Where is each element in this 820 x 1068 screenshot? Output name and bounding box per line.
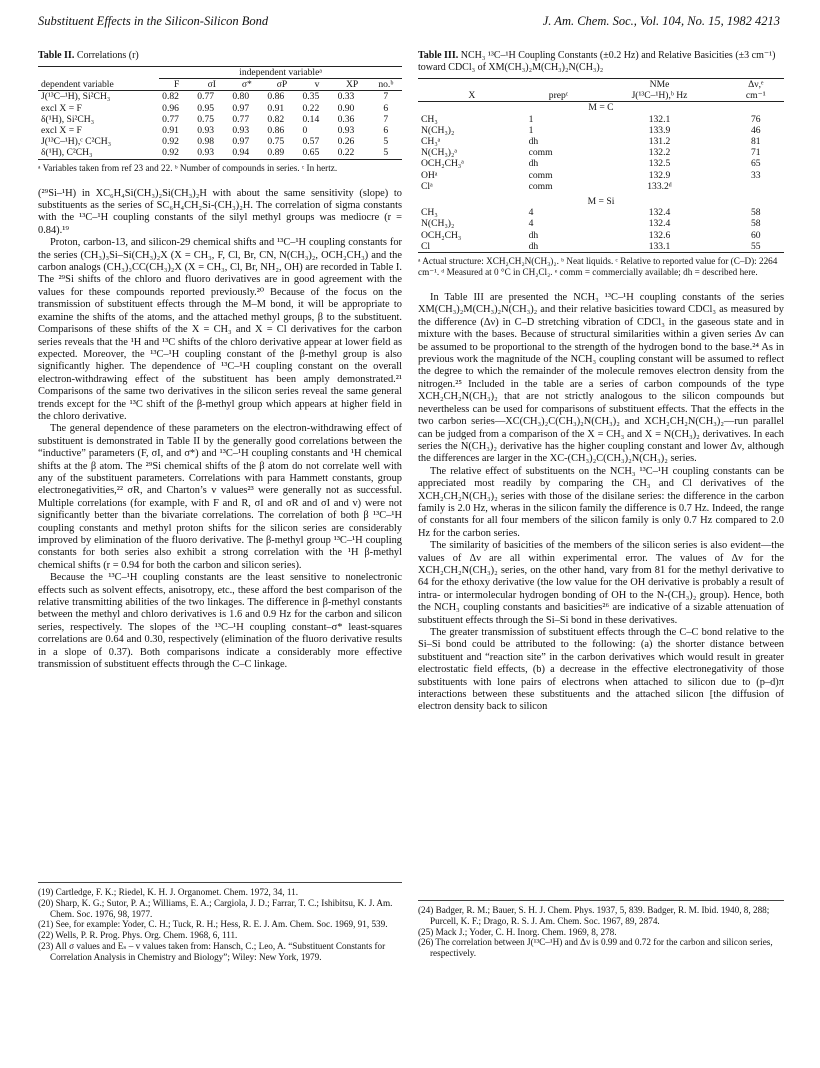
table-cell: OHᵃ	[421, 169, 438, 181]
table-row	[418, 136, 784, 147]
table-cell: 7	[383, 91, 389, 103]
references-right	[418, 900, 784, 959]
table2-title: Correlations (r)	[76, 50, 139, 61]
table2-group-header: independent variableᵃ	[159, 67, 402, 79]
table-cell: 0.92	[162, 136, 179, 148]
paragraph: Because the ¹³C–¹H coupling constants are the least sensitive to nonelectronic effects such as solvent effects, anisotropy, etc., these afford the best comparison of the relative transmitting abilities of the two linkages. The difference in β-methyl constants between the methyl and chloro derivatives is 1.6 and 0.9 Hz for the carbon and silicon series, respectively. The slopes of the ¹³C–¹H coupling constant–σ* least-squares correlations are 0.64 and 0.30, respectively (elimination of the fluoro derivative results in a slope of 0.37). Both comparisons indicate a considerably more effective transmission of substituent effects through the C–C linkage.	[38, 572, 402, 671]
table-cell: 0.22	[302, 102, 320, 114]
table-cell: 0.93	[337, 125, 355, 137]
table2-label: Table II.	[38, 50, 75, 61]
table-cell: 0.57	[302, 136, 320, 148]
table-cell: 0.82	[267, 113, 285, 125]
table-cell: 33	[750, 169, 761, 181]
table-cell: 0.93	[197, 125, 215, 137]
table-cell: 0.96	[162, 102, 179, 114]
paragraph: The general dependence of these parameters on the electron-withdrawing effect of substituent is demonstrated in Table II by the generally good correlations between the “inductive” parameters (F, σI, and σ*) and ¹³C–¹H coupling constants and ¹H chemical shifts at the β atom. The ²⁹Si chemical shifts of the β atom do not correlate well with any of the substituent parameters. Correlations with para Hammett constants, group electronegativities,²² σR, and Charton’s v values²³ were generally not as successful. Multiple correlations (for example, with F and R, σI and σR and σI and v) were not significantly better than the bivariate correlations. The correlation of both β ¹³C–¹H coupling constants and methyl proton shifts for the silicon series are considerably improved by elimination of the fluoro derivative. The β-methyl group ¹³C–¹H coupling constants for both series also exhibit a strong correlation with the ¹H β-methyl chemical shifts (r = 0.94 for both the carbon and silicon series).	[38, 423, 402, 571]
table-cell: dh	[528, 229, 539, 241]
table-cell: dh	[528, 158, 539, 170]
table-cell: 4	[528, 218, 534, 230]
table2-footnote: ᵃ Variables taken from ref 23 and 22. ᵇ Number of compounds in series. ᶜ In hertz.	[38, 162, 338, 173]
table-cell	[728, 181, 784, 192]
paragraph: The greater transmission of substituent effects through the C–C bond relative to the Si–Si bond could be attributed to the following: (a) the shorter distance between substituent and “reaction site” in the carbon derivatives which would result in greater electrostatic field effects, (b) a decrease in the effective electronegativity of those substituents with lone pairs of electrons when attached to silicon due to (p–d)π interactions between these substituents and the attached silicon [the diffusion of electron density back to silicon	[418, 627, 784, 713]
table2-header-row	[38, 79, 402, 91]
table-cell: 0.26	[337, 136, 355, 148]
table-cell: 0.75	[197, 113, 215, 125]
table-row	[418, 147, 784, 158]
table-cell: excl X = F	[41, 125, 82, 137]
table-cell: 0.94	[232, 147, 250, 159]
table3-label: Table III.	[418, 50, 459, 61]
table-cell: 0.98	[197, 136, 215, 148]
table-cell: 132.4	[648, 218, 671, 230]
table-row	[418, 125, 784, 136]
reference-item: (22) Wells, P. R. Prog. Phys. Org. Chem. 1968, 6, 111.	[38, 930, 238, 941]
table-cell: 133.9	[648, 124, 671, 136]
table-cell: 132.6	[648, 229, 671, 241]
reference-item: (25) Mack J.; Yoder, C. H. Inorg. Chem. 1969, 8, 278.	[418, 926, 617, 937]
table2-col-header: v	[314, 79, 320, 91]
table-cell: 58	[750, 218, 761, 230]
table2-col-header: σ*	[241, 79, 252, 91]
table3-col-header: NMe	[649, 79, 670, 90]
table-cell: N(CH₃)₂	[421, 124, 455, 136]
table-cell: 132.9	[648, 169, 671, 181]
table-cell: CH₃ᵃ	[421, 136, 441, 148]
table2-col-header: F	[174, 79, 180, 91]
table-cell: 4	[528, 207, 534, 219]
table-cell: CH₃	[421, 207, 438, 219]
table-cell: 0.82	[162, 91, 179, 103]
table-cell: N(CH₃)₂ᵃ	[421, 147, 457, 159]
table-cell: excl X = F	[41, 102, 82, 114]
table-row	[418, 230, 784, 241]
references-left	[38, 882, 402, 963]
table-cell: comm	[528, 169, 553, 181]
table-row	[38, 125, 402, 136]
table-cell: CH₃	[421, 113, 438, 125]
table2	[38, 66, 402, 160]
table-cell: 1	[528, 113, 534, 125]
table-row	[38, 114, 402, 125]
paragraph: Proton, carbon-13, and silicon-29 chemical shifts and ¹³C–¹H coupling constants for the series (CH₃)₃Si–Si(CH₃)₂X (X = CH₃, F, Cl, Br, CN, N(CH₃)₂, OCH₂CH₃) and the carbon analogs (CH₃)₃CC(CH₃)₂X (X = CH₃, Cl, Br, NH₂, OH) are recorded in Table I. The ²⁹Si shifts of the chloro and fluoro derivatives are in good agreement with the values for these compounds reported previously.²⁰ Because of the focus on the transmission of substituent effects through the M–M bond, it will be appropriate to examine the shifts of the atoms, and the attached methyl groups, β to the substituent. Comparisons of these shifts of the X = CH₃ and X = Cl derivatives for the carbon series reveals that the ¹H and ¹³C shifts of the chloro derivative appear at lower field as expected. Moreover, the ¹³C–¹H coupling constant of the β-methyl group is also significantly higher. The dependence of ¹³C–¹H coupling constant on the overall electron-withdrawing effect of the substituent has been amply demonstrated.²¹ Comparisons of the same two derivatives in the silicon series reveal the same general trends except for the ¹³C shift of the β-methyl group which appears at higher field in the chloro derivative.	[38, 237, 402, 422]
table-cell: 0.77	[197, 91, 215, 103]
table-row	[38, 147, 402, 159]
table-cell: 0.35	[302, 91, 320, 103]
paragraph: The similarity of basicities of the members of the silicon series is also evident—the values of Δν are all within experimental error. The values of Δν for the XCH₂CH₂N(CH₃)₂ series, on the other hand, vary from 81 for the methyl derivative to 64 for the ethoxy derivative (the low value for the OH derivative is probably a result of intra- or intermolecular hydrogen bonding of OH to the N-(CH₃)₂ group). Hence, both the NCH₃ coupling constants and basicities²⁶ are indicative of a sizable attenuation of substituent effects through the Si–Si bond in these derivatives.	[418, 540, 784, 626]
reference-item: (19) Cartledge, F. K.; Riedel, K. H. J. Organomet. Chem. 1972, 34, 11.	[38, 887, 299, 897]
table-cell: 0.86	[267, 125, 285, 137]
table-cell: 5	[383, 136, 389, 148]
table3-col-header: Δν,ᵉ	[748, 79, 764, 90]
table-cell: 0.92	[162, 147, 179, 159]
table-row	[418, 181, 784, 192]
table-cell: 0.97	[232, 136, 250, 148]
table-cell: 0.89	[267, 147, 285, 159]
reference-item: (20) Sharp, K. G.; Sutor, P. A.; Williams, E. A.; Cargiola, J. D.; Farrar, T. C.; Ishibitsu, K. J. Am. Chem. Soc. 1976, 98, 1977.	[38, 897, 393, 919]
reference-item: (21) See, for example: Yoder, C. H.; Tuck, R. H.; Hess, R. E. J. Am. Chem. Soc. 1969, 91, 539.	[38, 919, 388, 930]
table-cell: 0.86	[267, 91, 285, 103]
paragraph: In Table III are presented the NCH₃ ¹³C–¹H coupling constants of the series XM(CH₃)₂M(CH₃)₂N(CH₃)₂ and their relative basicities toward CDCl₃ as measured by the difference (Δν) in C–D stretching vibration of CDCl₃ in the gaseous state and in mixture with the bases. Because of structural similarities within a given series Δν can be assumed to be proportional to the strength of the hydrogen bond to the base.²⁴ As in previous work the magnitude of the NCH₃ coupling constant will be assumed to reflect the degree to which the remainder of the molecule removes electron density from the nitrogen.²⁵ Included in the table are a series of carbon compounds of the type XCH₂CH₂N(CH₃)₂ that are not strictly analogous to the silicon compounds but nevertheless can be used for comparisons of substituent effects. That the effects in the two carbon series—XC(CH₃)₂C(CH₃)₂N(CH₃)₂ and XCH₂CH₂N(CH₃)₂—run parallel can be judged from a comparison of the X = CH₃ and X = N(CH₃)₂ derivatives. In each series the N(CH₃)₂ derivative has the higher coupling constant and lower Δν, although the differences are larger in the XC-(CH₃)₂C(CH₃)₂N(CH₃)₂ series.	[418, 292, 784, 465]
table-cell: 133.2ᵈ	[647, 180, 672, 192]
table-cell: 0.91	[267, 102, 285, 114]
table3-group-label: M = C	[588, 102, 614, 114]
table-cell: 6	[383, 102, 389, 114]
table-cell: 5	[383, 147, 389, 159]
table-cell: 71	[750, 147, 761, 159]
table2-col-header: no.ᵇ	[378, 79, 394, 91]
table-cell: 81	[750, 136, 761, 148]
table-cell: J(¹³C–¹H), Si²CH₃	[41, 91, 111, 103]
table-cell: 7	[383, 113, 389, 125]
table-cell: 0.75	[267, 136, 285, 148]
table-cell: 6	[383, 125, 389, 137]
journal-citation: J. Am. Chem. Soc., Vol. 104, No. 15, 1982 4213	[542, 14, 780, 28]
table-cell: 132.1	[648, 113, 671, 125]
table-cell: 132.5	[648, 158, 671, 170]
table-cell: 0.93	[232, 125, 250, 137]
table-cell: 0.65	[302, 147, 320, 159]
table-cell: OCH₂CH₃ᵃ	[421, 158, 464, 170]
table2-col-header: XP	[345, 79, 359, 91]
table-cell: 0.90	[337, 102, 355, 114]
running-header	[38, 14, 780, 32]
table-cell: dh	[528, 240, 539, 252]
table-cell: comm	[528, 180, 553, 192]
table-cell: 0.95	[197, 102, 215, 114]
table3-group-label: M = Si	[587, 196, 615, 208]
table-cell: 0.33	[337, 91, 355, 103]
table-cell: 0.80	[232, 91, 250, 103]
table-cell: 0.22	[337, 147, 355, 159]
table-cell: 0	[302, 125, 308, 137]
reference-item: (23) All σ values and Eₛ – v values taken from: Hansch, C.; Leo, A. “Substituent Constants for Correlation Analysis in Chemistry and Biology”; Wiley: New York, 1979.	[38, 940, 386, 962]
table-row	[418, 170, 784, 181]
right-column	[418, 50, 784, 959]
table-row	[38, 103, 402, 114]
table-cell: 0.77	[162, 113, 179, 125]
table-cell: 132.4	[648, 207, 671, 219]
table-cell: 46	[750, 124, 761, 136]
table3	[418, 78, 784, 253]
table2-col-header: dependent variable	[41, 78, 114, 90]
table-row	[38, 136, 402, 147]
table3-title: NCH₃ ¹³C–¹H Coupling Constants (±0.2 Hz) and Relative Basicities (±3 cm⁻¹) toward CDCl₃ of XM(CH₃)₂M(CH₃)₂N(CH₃)₂	[418, 50, 776, 73]
table2-caption	[38, 50, 402, 62]
table-cell: 76	[750, 113, 761, 125]
table2-col-header: σP	[276, 79, 288, 91]
table-row	[418, 241, 784, 253]
table-cell: 0.36	[337, 113, 355, 125]
table-cell: 0.97	[232, 102, 250, 114]
table-cell: 0.14	[302, 113, 320, 125]
table3-col-header: prepᶜ	[548, 90, 569, 102]
table3-caption	[418, 50, 784, 74]
table-row	[38, 91, 402, 103]
table-cell: 60	[750, 229, 761, 241]
table-cell: δ(¹H), Si²CH₃	[41, 113, 95, 125]
table-cell: 133.1	[648, 240, 671, 252]
table-cell: J(¹³C–¹H),ᶜ C²CH₃	[41, 136, 112, 148]
table-cell: 132.2	[648, 147, 671, 159]
table-row	[418, 218, 784, 229]
left-column	[38, 50, 402, 962]
paragraph: (²⁹Si–¹H) in XC₆H₄Si(CH₃)₂Si(CH₃)₂H with about the same sensitivity (slope) to substituents as the series of SC₆H₄CH₂Si-(CH₃)₂H. The correlation of sigma constants with the ¹³C–¹H coupling constants of the silyl methyl groups was mediocre (r = 0.84).¹⁹	[38, 187, 402, 236]
running-title: Substituent Effects in the Silicon-Silicon Bond	[38, 14, 269, 28]
table3-col-header: J(¹³C–¹H),ᵇ Hz	[631, 90, 688, 102]
table-cell: Clᵃ	[421, 180, 433, 192]
table-row	[418, 114, 784, 125]
table-cell: N(CH₃)₂	[421, 218, 455, 230]
table3-header-row	[418, 90, 784, 102]
table-cell: Cl	[421, 240, 431, 252]
table-cell: 0.91	[162, 125, 179, 137]
table-cell: 58	[750, 207, 761, 219]
table-cell: 65	[750, 158, 761, 170]
paragraph: The relative effect of substituents on the NCH₃ ¹³C–¹H coupling constants can be appreciated most readily by comparing the CH₃ and Cl derivatives of the XCH₂CH₂N(CH₃)₂ series with those of the disilane series: the difference in the carbon family is 2.0 Hz, wheras in the silicon family the difference is 0.7 Hz. Indeed, the range of constants for all four members of the silicon family is only 0.7 Hz compared to 2.0 Hz for the carbon series.	[418, 465, 784, 539]
table-row	[418, 207, 784, 218]
table-cell: 55	[750, 240, 761, 252]
table-cell: 0.93	[197, 147, 215, 159]
table-cell: δ(¹H), C²CH₃	[41, 147, 93, 159]
table3-col-header: cm⁻¹	[745, 90, 766, 102]
table2-col-header: σI	[207, 79, 216, 91]
table3-col-header: X	[468, 90, 476, 102]
reference-item: (24) Badger, R. M.; Bauer, S. H. J. Chem. Phys. 1937, 5, 839. Badger, R. M. Ibid. 1940, 8, 288; Purcell, K. F.; Drago, R. S. J. Am. Chem. Soc. 1967, 89, 2874.	[418, 905, 770, 926]
table-row	[418, 158, 784, 169]
table3-footnote: ᵃ Actual structure: XCH₂CH₂N(CH₃)₂. ᵇ Neat liquids. ᶜ Relative to reported value for (C–D): 2264 cm⁻¹. ᵈ Measured at 0 °C in CH₂Cl₂. ᵉ comm = commercially available; dh = described here.	[418, 256, 778, 278]
table-cell: dh	[528, 136, 539, 148]
table-cell: 131.2	[648, 136, 671, 148]
table-cell: OCH₂CH₃	[421, 229, 462, 241]
reference-item: (26) The correlation between J(¹³C–¹H) and Δν is 0.99 and 0.72 for the carbon and silicon series, respectively.	[418, 937, 773, 959]
table-cell: comm	[528, 147, 553, 159]
table-cell: 0.77	[232, 113, 250, 125]
table-cell: 1	[528, 124, 534, 136]
